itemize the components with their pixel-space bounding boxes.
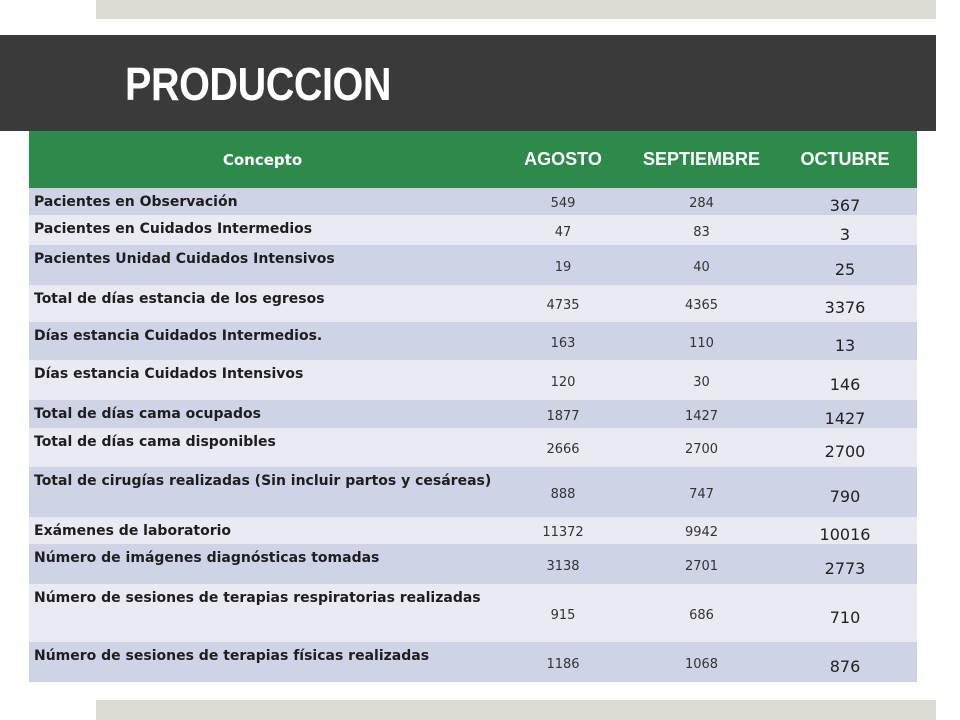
production-table-container (29, 131, 917, 682)
cell-agosto: 11372 (542, 525, 584, 540)
table-row (29, 360, 917, 400)
table-row (29, 215, 917, 245)
cell-agosto: 120 (550, 374, 576, 390)
cell-octubre: 1427 (824, 408, 866, 428)
table-row (29, 285, 917, 322)
cell-octubre: 876 (829, 656, 861, 676)
production-table (29, 131, 917, 682)
table-row (29, 400, 917, 428)
row-concept-label: Días estancia Cuidados Intensivos (34, 366, 304, 382)
cell-agosto: 915 (550, 607, 576, 623)
table-row (29, 245, 917, 285)
cell-octubre: 2773 (824, 558, 866, 578)
table-row (29, 584, 917, 642)
table-header-row (29, 131, 917, 188)
table-row (29, 467, 917, 517)
row-concept-label: Días estancia Cuidados Intermedios. (34, 328, 323, 344)
header-septiembre: SEPTIEMBRE (642, 149, 761, 169)
cell-septiembre: 1068 (684, 656, 719, 672)
cell-septiembre: 110 (689, 335, 714, 351)
page-title: PRODUCCION (125, 58, 392, 110)
decorative-bar-bottom (96, 700, 936, 720)
cell-octubre: 10016 (819, 525, 871, 544)
cell-agosto: 888 (550, 486, 576, 502)
cell-septiembre: 2701 (684, 558, 719, 574)
table-row (29, 517, 917, 544)
cell-septiembre: 9942 (684, 525, 719, 540)
cell-septiembre: 4365 (684, 298, 719, 313)
header-concept: Concepto (222, 150, 303, 169)
row-concept-label: Pacientes Unidad Cuidados Intensivos (34, 251, 335, 267)
row-concept-label: Número de sesiones de terapias respiratorias realizadas (34, 590, 481, 606)
cell-octubre: 367 (829, 196, 861, 215)
row-concept-label: Total de días estancia de los egresos (34, 291, 325, 307)
row-concept-label: Pacientes en Cuidados Intermedios (34, 221, 313, 237)
cell-agosto: 2666 (546, 442, 580, 457)
header-octubre: OCTUBRE (800, 149, 890, 169)
cell-agosto: 1186 (546, 656, 580, 672)
table-row (29, 544, 917, 584)
cell-octubre: 710 (829, 607, 861, 627)
cell-octubre: 3376 (824, 298, 866, 317)
cell-agosto: 163 (550, 335, 576, 351)
table-row (29, 188, 917, 215)
cell-octubre: 2700 (824, 442, 866, 461)
row-concept-label: Número de sesiones de terapias físicas realizadas (34, 648, 430, 664)
table-row (29, 322, 917, 360)
cell-octubre: 790 (829, 486, 861, 506)
row-concept-label: Pacientes en Observación (34, 194, 238, 210)
cell-agosto: 3138 (546, 558, 580, 574)
cell-agosto: 47 (554, 224, 572, 240)
cell-agosto: 19 (554, 259, 572, 275)
table-body (29, 188, 917, 682)
cell-septiembre: 40 (693, 259, 710, 275)
cell-septiembre: 83 (693, 224, 710, 240)
row-concept-label: Total de días cama disponibles (34, 434, 276, 450)
cell-septiembre: 30 (693, 374, 710, 390)
cell-octubre: 146 (829, 374, 861, 394)
row-concept-label: Total de cirugías realizadas (Sin incluir partos y cesáreas) (34, 473, 492, 489)
cell-agosto: 4735 (546, 298, 580, 313)
table-row (29, 642, 917, 682)
header-agosto: AGOSTO (524, 149, 602, 169)
cell-septiembre: 686 (689, 607, 714, 623)
cell-octubre: 13 (834, 335, 856, 355)
decorative-bar-top (96, 0, 936, 19)
row-concept-label: Número de imágenes diagnósticas tomadas (34, 550, 380, 566)
table-row (29, 428, 917, 467)
cell-septiembre: 1427 (684, 408, 719, 424)
row-concept-label: Total de días cama ocupados (34, 406, 261, 422)
cell-octubre: 25 (834, 259, 856, 279)
cell-agosto: 549 (550, 196, 576, 211)
row-concept-label: Exámenes de laboratorio (34, 523, 232, 539)
cell-septiembre: 747 (689, 486, 714, 502)
cell-octubre: 3 (839, 224, 851, 244)
cell-septiembre: 2700 (684, 442, 719, 457)
cell-septiembre: 284 (689, 196, 714, 211)
cell-agosto: 1877 (546, 408, 580, 424)
